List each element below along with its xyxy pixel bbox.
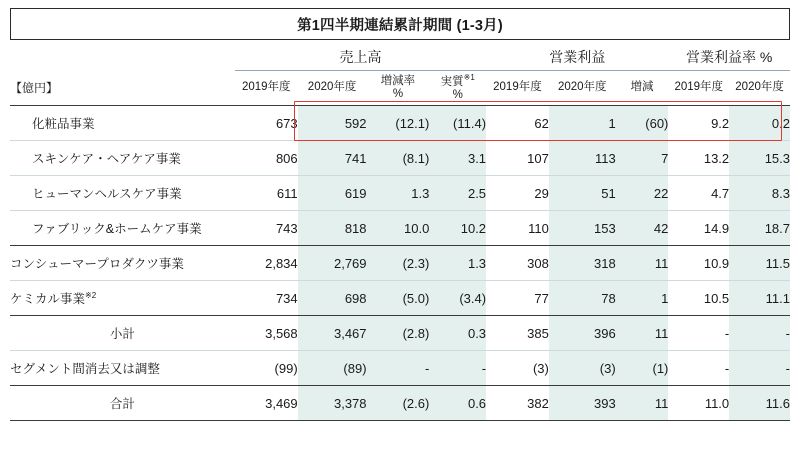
cell-sales-real: - [429,351,486,386]
financial-table [10,44,790,421]
cell-sales-real: 2.5 [429,176,486,211]
cell-sales-2019: 3,469 [235,386,298,421]
cell-sales-2019: 734 [235,281,298,316]
cell-op-2020: 1 [549,106,616,141]
cell-sales-2019: 2,834 [235,246,298,281]
row-label: 化粧品事業 [10,106,235,141]
header-group-operating-margin: 営業利益率 % [668,44,790,71]
cell-op-2020: 318 [549,246,616,281]
cell-sales-2020: 619 [298,176,367,211]
cell-sales-real: 10.2 [429,211,486,246]
cell-sales-change-rate: (2.3) [367,246,430,281]
cell-margin-2020: 0.2 [729,106,790,141]
row-label: ファブリック&ホームケア事業 [10,211,235,246]
cell-op-2019: 382 [486,386,549,421]
cell-sales-2019: 611 [235,176,298,211]
cell-sales-2019: 743 [235,211,298,246]
cell-op-2020: 153 [549,211,616,246]
cell-sales-change-rate: (8.1) [367,141,430,176]
table-row [10,211,790,246]
cell-op-change: (60) [616,106,669,141]
cell-sales-2019: (99) [235,351,298,386]
cell-op-change: 11 [616,246,669,281]
cell-margin-2019: - [668,351,729,386]
cell-margin-2020: 11.1 [729,281,790,316]
cell-margin-2020: 18.7 [729,211,790,246]
cell-op-2020: 396 [549,316,616,351]
cell-margin-2019: 9.2 [668,106,729,141]
cell-sales-change-rate: (2.8) [367,316,430,351]
cell-sales-2020: (89) [298,351,367,386]
row-label: スキンケア・ヘアケア事業 [10,141,235,176]
row-label-text: ケミカル事業 [10,292,86,306]
cell-op-2019: (3) [486,351,549,386]
cell-op-change: 1 [616,281,669,316]
cell-margin-2019: 14.9 [668,211,729,246]
row-label: コンシューマープロダクツ事業 [10,246,235,281]
cell-op-2019: 62 [486,106,549,141]
cell-margin-2020: 8.3 [729,176,790,211]
cell-sales-real: 3.1 [429,141,486,176]
page-title [10,8,790,40]
table-row [10,281,790,316]
header-group-sales: 売上高 [235,44,486,71]
header-sub-row [10,71,790,106]
cell-sales-2020: 592 [298,106,367,141]
header-sales-2019: 2019年度 [235,71,298,106]
cell-op-change: 42 [616,211,669,246]
header-sales-real-line1: 実質 [440,76,464,89]
table-header [10,44,790,106]
unit-label: 【億円】 [10,71,235,106]
cell-sales-2020: 698 [298,281,367,316]
cell-margin-2019: 10.5 [668,281,729,316]
cell-sales-real: 0.6 [429,386,486,421]
header-op-change: 増減 [616,71,669,106]
cell-op-2020: 51 [549,176,616,211]
header-sales-change-rate-line2: % [392,88,404,100]
header-group-operating-income: 営業利益 [486,44,668,71]
cell-sales-change-rate: (2.6) [367,386,430,421]
cell-sales-real: (3.4) [429,281,486,316]
cell-op-2020: 393 [549,386,616,421]
row-label-footnote-mark: ※2 [85,290,97,300]
cell-op-change: (1) [616,351,669,386]
cell-margin-2020: 11.5 [729,246,790,281]
cell-sales-2020: 818 [298,211,367,246]
cell-margin-2019: 10.9 [668,246,729,281]
cell-sales-2019: 3,568 [235,316,298,351]
table-row [10,351,790,386]
row-label: 小計 [10,316,235,351]
cell-sales-change-rate: - [367,351,430,386]
table-row [10,386,790,421]
header-sales-2020: 2020年度 [298,71,367,106]
table-row [10,141,790,176]
header-op-2019: 2019年度 [486,71,549,106]
cell-sales-change-rate: (12.1) [367,106,430,141]
table-body [10,106,790,421]
cell-margin-2019: 13.2 [668,141,729,176]
cell-sales-2020: 3,378 [298,386,367,421]
cell-op-2019: 77 [486,281,549,316]
cell-sales-2020: 741 [298,141,367,176]
header-margin-2020: 2020年度 [729,71,790,106]
cell-op-change: 22 [616,176,669,211]
cell-margin-2020: - [729,351,790,386]
header-sales-real-line2: % [452,89,463,102]
cell-op-change: 11 [616,316,669,351]
cell-sales-change-rate: 10.0 [367,211,430,246]
cell-sales-real: 0.3 [429,316,486,351]
cell-sales-change-rate: 1.3 [367,176,430,211]
header-op-2020: 2020年度 [549,71,616,106]
header-margin-2019: 2019年度 [668,71,729,106]
cell-margin-2019: - [668,316,729,351]
cell-op-2019: 308 [486,246,549,281]
cell-op-2020: (3) [549,351,616,386]
page-title-text: 第1四半期連結累計期間 (1-3月) [297,17,503,34]
row-label: 合計 [10,386,235,421]
cell-margin-2020: 11.6 [729,386,790,421]
cell-op-2019: 385 [486,316,549,351]
cell-sales-real: (11.4) [429,106,486,141]
cell-op-2019: 110 [486,211,549,246]
table-row [10,316,790,351]
cell-sales-2020: 2,769 [298,246,367,281]
cell-op-change: 7 [616,141,669,176]
cell-op-2020: 113 [549,141,616,176]
table-row [10,176,790,211]
header-group-row [10,44,790,71]
cell-op-2020: 78 [549,281,616,316]
header-sales-change-rate-line1: 増減率 [380,74,416,87]
cell-margin-2019: 4.7 [668,176,729,211]
cell-op-change: 11 [616,386,669,421]
table-row [10,246,790,281]
cell-op-2019: 107 [486,141,549,176]
cell-sales-2020: 3,467 [298,316,367,351]
row-label: ヒューマンヘルスケア事業 [10,176,235,211]
header-sales-real-footnote-mark: ※1 [463,73,475,83]
header-empty-cell [10,44,235,71]
row-label [10,281,235,316]
cell-op-2019: 29 [486,176,549,211]
table-row [10,106,790,141]
cell-sales-change-rate: (5.0) [367,281,430,316]
row-label: セグメント間消去又は調整 [10,351,235,386]
header-sales-real [429,71,486,106]
cell-sales-2019: 673 [235,106,298,141]
cell-margin-2019: 11.0 [668,386,729,421]
cell-margin-2020: 15.3 [729,141,790,176]
cell-sales-real: 1.3 [429,246,486,281]
cell-margin-2020: - [729,316,790,351]
cell-sales-2019: 806 [235,141,298,176]
header-sales-change-rate [367,71,430,106]
